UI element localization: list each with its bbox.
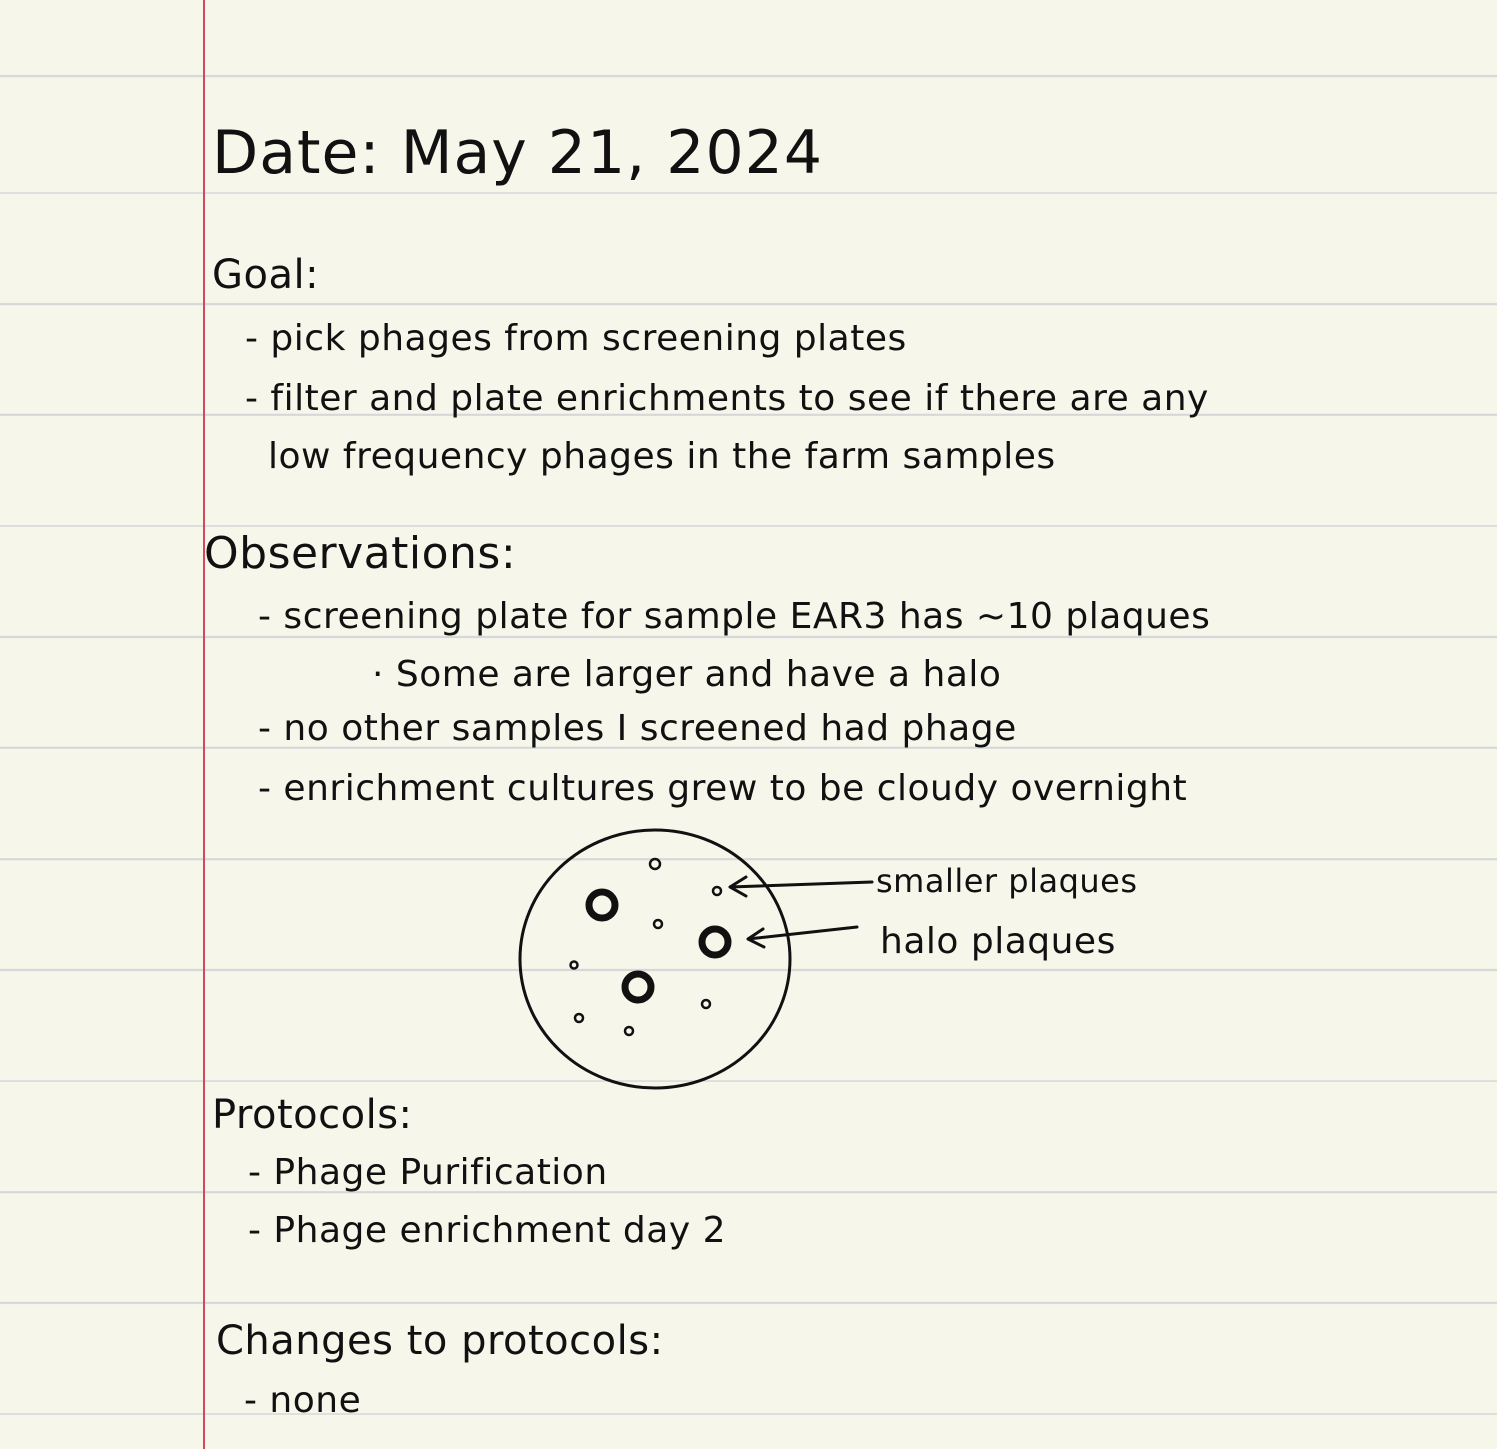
label-halo-plaques: halo plaques	[880, 921, 1116, 962]
goal-heading: Goal:	[212, 252, 320, 298]
protocol-item: - Phage Purification	[248, 1152, 608, 1193]
observation-item: - enrichment cultures grew to be cloudy overnight	[258, 768, 1188, 809]
small-plaque	[654, 920, 662, 928]
protocols-heading: Protocols:	[212, 1092, 413, 1138]
halo-plaque	[589, 892, 615, 918]
margin-line	[203, 0, 205, 1449]
changes-heading: Changes to protocols:	[216, 1318, 664, 1364]
small-plaque	[575, 1014, 583, 1022]
halo-plaque	[625, 974, 651, 1000]
halo-plaque	[702, 929, 728, 955]
arrow-small-plaques	[730, 877, 872, 896]
small-plaque	[625, 1027, 633, 1035]
changes-item: - none	[244, 1380, 362, 1421]
observation-subitem: · Some are larger and have a halo	[372, 654, 1002, 695]
small-plaque	[702, 1000, 710, 1008]
date-line: Date: May 21, 2024	[212, 118, 823, 188]
arrow-halo-plaques	[748, 927, 857, 947]
goal-item: - filter and plate enrichments to see if there are any	[245, 378, 1209, 419]
observation-item: - screening plate for sample EAR3 has ~10 plaques	[258, 596, 1211, 637]
observation-item: - no other samples I screened had phage	[258, 708, 1017, 749]
small-plaque	[650, 859, 660, 869]
small-plaque	[571, 962, 578, 969]
goal-item-continuation: low frequency phages in the farm samples	[268, 436, 1056, 477]
label-smaller-plaques: smaller plaques	[876, 862, 1138, 900]
observations-heading: Observations:	[204, 528, 517, 579]
protocol-item: - Phage enrichment day 2	[248, 1210, 726, 1251]
small-plaque	[713, 887, 721, 895]
goal-item: - pick phages from screening plates	[245, 318, 907, 359]
